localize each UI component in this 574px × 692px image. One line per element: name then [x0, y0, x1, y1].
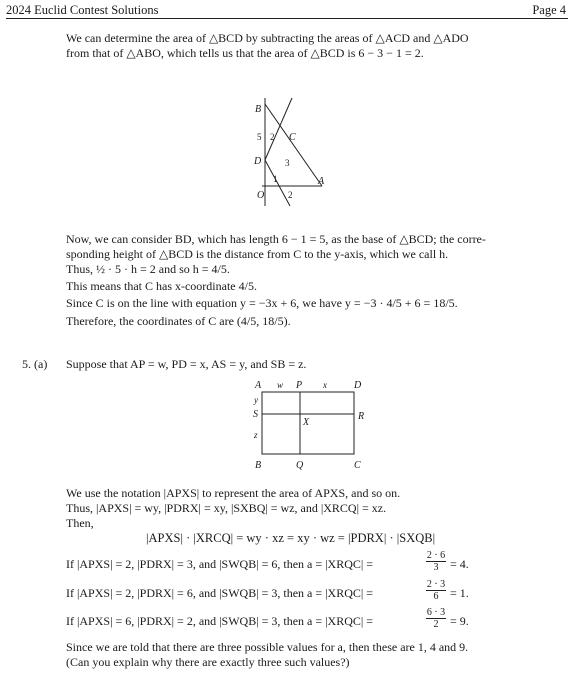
case-3-den: 2 — [433, 619, 439, 630]
label-d: D — [254, 156, 262, 167]
case-3-fraction — [426, 607, 446, 630]
header-rule — [6, 18, 568, 19]
label-z: z — [254, 430, 258, 440]
figure-triangles — [240, 96, 340, 216]
label-q: Q — [296, 460, 304, 471]
case-2-text: If |APXS| = 2, |PDRX| = 6, and |SWQB| = 3, then a = |XRQC| = — [66, 586, 374, 600]
case-3-num: 6 · 3 — [426, 607, 446, 618]
label-d2: D — [354, 380, 362, 391]
para1-line-3: Thus, ½ · 5 · h = 2 and so h = 4/5. — [66, 262, 230, 276]
label-x: x — [323, 380, 327, 390]
case-2-num: 2 · 3 — [426, 579, 446, 590]
product-equation: |APXS| · |XRCQ| = wy · xz = xy · wz = |PDRX| · |SXQB| — [146, 531, 436, 545]
page-number: Page 4 — [532, 3, 566, 17]
area-1: 1 — [273, 174, 278, 184]
area-2: 2 — [270, 132, 275, 142]
label-y: y — [254, 395, 258, 405]
intro-line-1: We can determine the area of △BCD by subtracting the areas of △ACD and △ADO — [66, 31, 469, 45]
label-b2: B — [255, 460, 262, 471]
label-a2: A — [255, 380, 262, 391]
label-s: S — [253, 409, 258, 420]
area-2b: 2 — [288, 190, 293, 200]
closing-line-1: Since we are told that there are three possible values for a, then these are 1, 4 and 9. — [66, 640, 469, 654]
area-3: 3 — [285, 158, 290, 168]
closing-line-2: (Can you explain why there are exactly three such values?) — [66, 655, 350, 669]
label-x-point: X — [303, 417, 310, 428]
label-p: P — [296, 380, 303, 391]
case-1-num: 2 · 6 — [426, 550, 446, 561]
label-w: w — [277, 380, 284, 390]
case-2-den: 6 — [433, 591, 439, 602]
case-3-result: = 9. — [450, 614, 469, 628]
label-c: C — [289, 132, 296, 143]
case-1-fraction — [426, 550, 446, 573]
para2-line-2: Thus, |APXS| = wy, |PDRX| = xy, |SXBQ| = wz, and |XRCQ| = xz. — [66, 501, 387, 515]
question-label: 5. (a) — [22, 357, 48, 371]
question-text: Suppose that AP = w, PD = x, AS = y, and SB = z. — [66, 357, 307, 371]
para1-line-4: This means that C has x-coordinate 4/5. — [66, 279, 257, 293]
para2-line-3: Then, — [66, 516, 94, 530]
case-1-text: If |APXS| = 2, |PDRX| = 3, and |SWQB| = 6, then a = |XRQC| = — [66, 557, 374, 571]
case-2-result: = 1. — [450, 586, 469, 600]
header-title: 2024 Euclid Contest Solutions — [6, 3, 159, 17]
para1-line-1: Now, we can consider BD, which has length 6 − 1 = 5, as the base of △BCD; the corre- — [66, 232, 486, 246]
label-b: B — [255, 104, 262, 115]
intro-line-2: from that of △ABO, which tells us that the area of △BCD is 6 − 3 − 1 = 2. — [66, 46, 424, 60]
label-o: O — [257, 190, 265, 201]
para2-line-1: We use the notation |APXS| to represent the area of APXS, and so on. — [66, 486, 401, 500]
label-r: R — [358, 411, 365, 422]
line-dc — [265, 98, 292, 160]
label-a: A — [318, 176, 325, 187]
figure-rectangle — [250, 378, 370, 478]
case-1-den: 3 — [433, 562, 439, 573]
case-3-text: If |APXS| = 6, |PDRX| = 2, and |SWQB| = 3, then a = |XRQC| = — [66, 614, 374, 628]
case-2-fraction — [426, 579, 446, 602]
para1-line-5: Since C is on the line with equation y = −3x + 6, we have y = −3 · 4/5 + 6 = 18/5. — [66, 296, 458, 310]
label-c2: C — [354, 460, 361, 471]
para1-line-2: sponding height of △BCD is the distance from C to the y-axis, which we call h. — [66, 247, 449, 261]
area-5: 5 — [257, 132, 262, 142]
case-1-result: = 4. — [450, 557, 469, 571]
para1-line-6: Therefore, the coordinates of C are (4/5, 18/5). — [66, 314, 291, 328]
